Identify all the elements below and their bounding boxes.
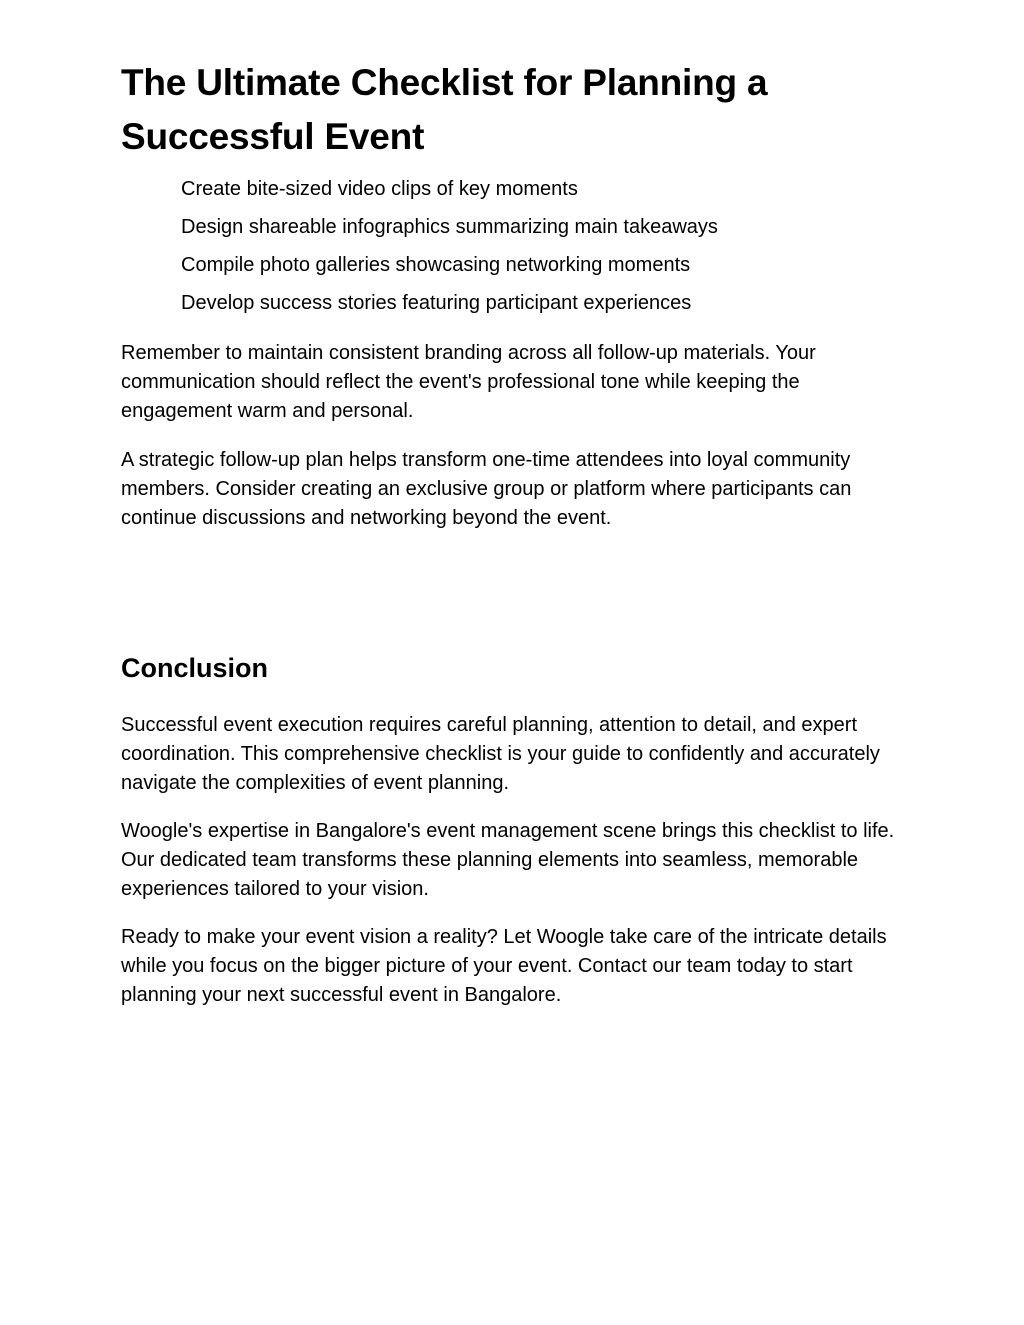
conclusion-paragraph-1: Successful event execution requires careful planning, attention to detail, and expert coordination. This comprehensive checklist is your guide to confidently and accurately navigate the complexities of event planning. (121, 714, 880, 794)
list-item: Create bite-sized video clips of key moments (181, 178, 578, 200)
document-title: The Ultimate Checklist for Planning a Successful Event (121, 62, 768, 157)
list-item: Compile photo galleries showcasing networking moments (181, 254, 691, 276)
conclusion-heading: Conclusion (121, 653, 268, 683)
follow-up-content-list (181, 170, 718, 322)
branding-paragraph: Remember to maintain consistent branding across all follow-up materials. Your communication should reflect the event's professional tone while keeping the engagement warm and personal. (121, 342, 816, 422)
follow-up-plan-paragraph: A strategic follow-up plan helps transform one-time attendees into loyal community members. Consider creating an exclusive group or platform where participants can continue discussions and networking beyond the event. (121, 449, 852, 529)
conclusion-paragraph-2: Woogle's expertise in Bangalore's event management scene brings this checklist to life. Our dedicated team transforms these planning elements into seamless, memorable experiences tailored to your vision. (121, 820, 895, 900)
list-item: Develop success stories featuring participant experiences (181, 292, 692, 314)
list-item: Design shareable infographics summarizing main takeaways (181, 216, 718, 238)
conclusion-paragraph-3: Ready to make your event vision a reality? Let Woogle take care of the intricate details while you focus on the bigger picture of your event. Contact our team today to start planning your next successful event in Bangalore. (121, 926, 887, 1006)
